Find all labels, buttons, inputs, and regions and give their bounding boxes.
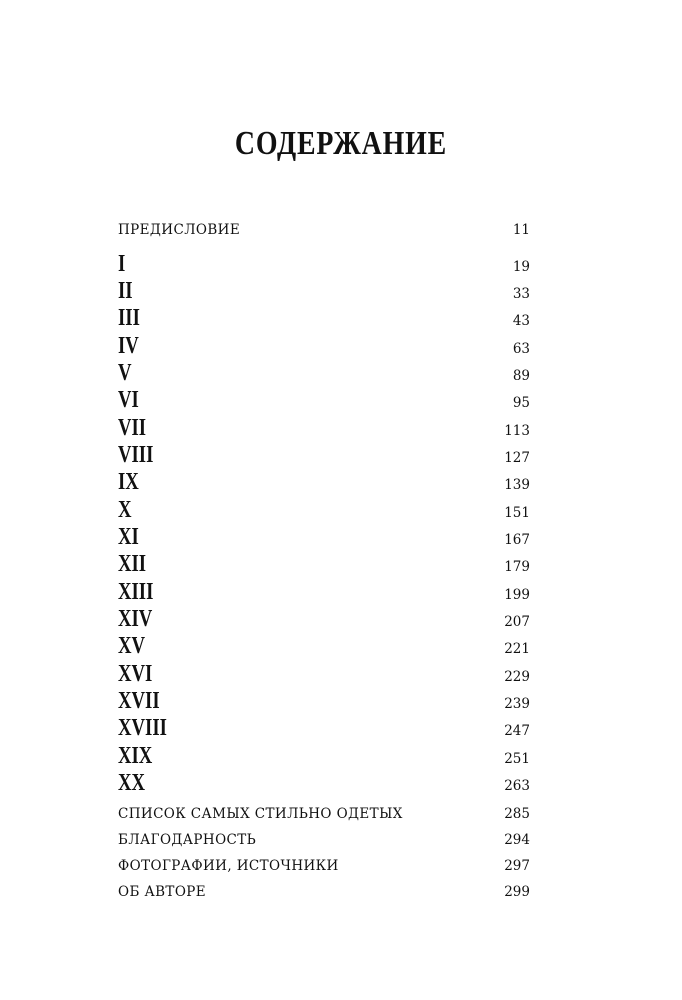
toc-entry-label: IX bbox=[118, 469, 139, 495]
toc-entry-chapter-19 bbox=[118, 743, 530, 770]
toc-entry-page: 299 bbox=[504, 884, 530, 900]
toc-entry-chapter-11 bbox=[118, 524, 530, 551]
toc-entry-about-author bbox=[118, 884, 530, 900]
toc-entry-label: XIX bbox=[118, 743, 153, 769]
toc-entry-page: 139 bbox=[504, 477, 530, 493]
toc-entry-label: III bbox=[118, 305, 140, 331]
toc-entry-chapter-6 bbox=[118, 387, 530, 414]
toc-entry-page: 127 bbox=[504, 450, 530, 466]
toc-entry-label: II bbox=[118, 278, 133, 304]
toc-entry-label: XII bbox=[118, 551, 147, 577]
toc-entry-chapter-17 bbox=[118, 688, 530, 715]
toc-entry-chapter-1 bbox=[118, 251, 530, 278]
toc-entry-label: XVI bbox=[118, 661, 153, 687]
toc-entry-label: ОБ АВТОРЕ bbox=[118, 884, 207, 900]
toc-entry-label: ФОТОГРАФИИ, ИСТОЧНИКИ bbox=[118, 858, 339, 874]
toc-entry-chapter-8 bbox=[118, 442, 530, 469]
toc-entry-label: VI bbox=[118, 387, 139, 413]
toc-entry-chapter-3 bbox=[118, 305, 530, 332]
toc-entry-page: 19 bbox=[512, 259, 530, 275]
toc-entry-best-dressed-list bbox=[118, 806, 530, 822]
toc-entry-page: 33 bbox=[512, 286, 530, 302]
toc-entry-photo-sources bbox=[118, 858, 530, 874]
toc-entry-label: XV bbox=[118, 633, 146, 659]
toc-entry-page: 63 bbox=[512, 341, 530, 357]
toc-entry-chapter-4 bbox=[118, 333, 530, 360]
toc-entry-page: 239 bbox=[504, 696, 530, 712]
toc-entry-label: V bbox=[118, 360, 132, 386]
toc-entry-page: 179 bbox=[504, 559, 530, 575]
toc-entry-chapter-16 bbox=[118, 661, 530, 688]
toc-entry-page: 297 bbox=[504, 858, 530, 874]
toc-entry-page: 251 bbox=[504, 751, 530, 767]
toc-entry-page: 229 bbox=[504, 669, 530, 685]
toc-entry-page: 43 bbox=[512, 313, 530, 329]
toc-entry-label: VII bbox=[118, 415, 147, 441]
toc-entry-chapter-10 bbox=[118, 497, 530, 524]
toc-entry-chapter-9 bbox=[118, 469, 530, 496]
toc-entry-chapter-20 bbox=[118, 770, 530, 797]
toc-entry-label: IV bbox=[118, 333, 139, 359]
toc-entry-label: XIII bbox=[118, 579, 154, 605]
toc-entry-label: XI bbox=[118, 524, 139, 550]
toc-entry-page: 89 bbox=[512, 368, 530, 384]
toc-entry-chapter-5 bbox=[118, 360, 530, 387]
toc-entry-label: I bbox=[118, 251, 126, 277]
toc-entry-label: XVII bbox=[118, 688, 160, 714]
toc-entry-label: ПРЕДИСЛОВИЕ bbox=[118, 222, 241, 238]
toc-entry-chapter-13 bbox=[118, 579, 530, 606]
toc-entry-label: XVIII bbox=[118, 715, 167, 741]
toc-entry-page: 113 bbox=[504, 423, 530, 439]
toc-entry-page: 167 bbox=[504, 532, 530, 548]
toc-entry-acknowledgements bbox=[118, 832, 530, 848]
toc-entry-page: 151 bbox=[504, 505, 530, 521]
toc-entry-chapter-2 bbox=[118, 278, 530, 305]
toc-entry-label: X bbox=[118, 497, 132, 523]
toc-entry-page: 247 bbox=[504, 723, 530, 739]
toc-entry-page: 95 bbox=[512, 395, 530, 411]
toc-entry-preface bbox=[118, 222, 530, 238]
toc-entry-page: 294 bbox=[504, 832, 530, 848]
toc-entry-page: 199 bbox=[504, 587, 530, 603]
toc-entry-page: 11 bbox=[512, 222, 530, 238]
toc-entry-chapter-15 bbox=[118, 633, 530, 660]
toc-entry-page: 263 bbox=[504, 778, 530, 794]
page-title: СОДЕРЖАНИЕ bbox=[234, 125, 448, 162]
toc-entry-label: XIV bbox=[118, 606, 153, 632]
toc-entry-chapter-12 bbox=[118, 551, 530, 578]
toc-entry-label: СПИСОК САМЫХ СТИЛЬНО ОДЕТЫХ bbox=[118, 806, 403, 822]
toc-entry-label: БЛАГОДАРНОСТЬ bbox=[118, 832, 257, 848]
toc-entry-page: 221 bbox=[504, 641, 530, 657]
toc-entry-page: 285 bbox=[504, 806, 530, 822]
toc-entry-page: 207 bbox=[504, 614, 530, 630]
toc-entry-label: XX bbox=[118, 770, 146, 796]
toc-entry-label: VIII bbox=[118, 442, 154, 468]
toc-entry-chapter-14 bbox=[118, 606, 530, 633]
toc-entry-chapter-7 bbox=[118, 415, 530, 442]
toc-entry-chapter-18 bbox=[118, 715, 530, 742]
